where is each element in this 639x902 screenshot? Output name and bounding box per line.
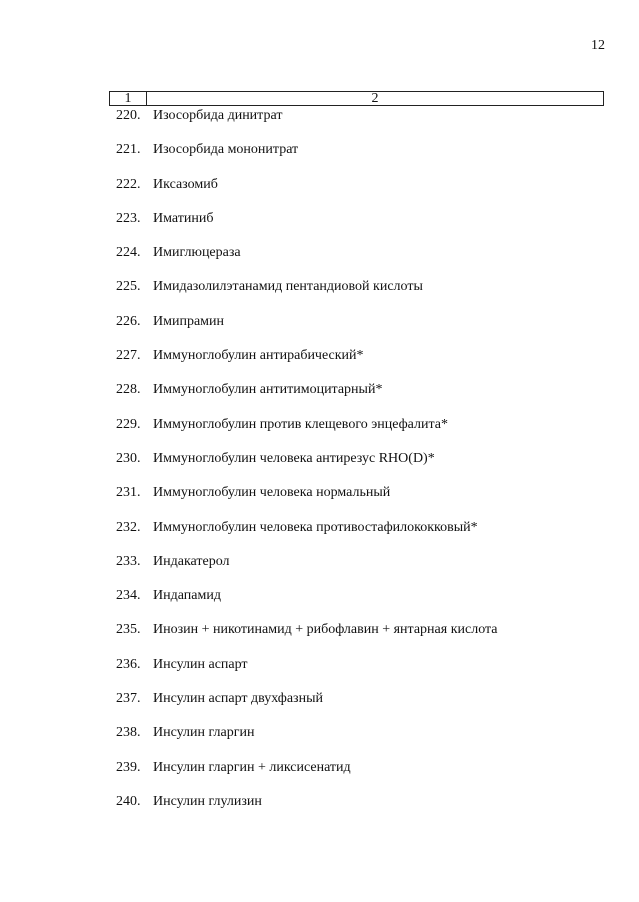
- list-item: [116, 656, 498, 690]
- item-name: Изосорбида мононитрат: [153, 142, 299, 158]
- item-number: 235.: [116, 622, 141, 638]
- item-name: Индапамид: [153, 588, 221, 604]
- list-item: [116, 176, 498, 210]
- list-item: [116, 416, 498, 450]
- list-item: [116, 141, 498, 175]
- item-number: 226.: [116, 313, 141, 329]
- item-number: 221.: [116, 142, 141, 158]
- item-number: 220.: [116, 108, 141, 123]
- item-name: Иммуноглобулин антирабический*: [153, 348, 364, 364]
- item-number: 223.: [116, 210, 141, 226]
- item-name: Инсулин аспарт: [153, 656, 248, 672]
- list-item: [116, 690, 498, 724]
- list-item: [116, 450, 498, 484]
- list-item: [116, 621, 498, 655]
- item-number: 240.: [116, 793, 141, 809]
- list-item: [116, 107, 498, 141]
- list-item: [116, 553, 498, 587]
- table-header-column-1: 1: [110, 92, 147, 105]
- item-number: 237.: [116, 691, 141, 707]
- item-number: 238.: [116, 725, 141, 741]
- item-name: Инсулин аспарт двухфазный: [153, 691, 323, 707]
- item-name: Инозин + никотинамид + рибофлавин + янтарная кислота: [153, 622, 498, 638]
- item-number: 228.: [116, 382, 141, 398]
- item-name: Иксазомиб: [153, 176, 218, 192]
- item-name: Имидазолилэтанамид пентандиовой кислоты: [153, 279, 423, 295]
- item-number: 225.: [116, 279, 141, 295]
- list-item: [116, 484, 498, 518]
- list-item: [116, 244, 498, 278]
- item-number: 236.: [116, 656, 141, 672]
- list-item: [116, 759, 498, 793]
- item-name: Имипрамин: [153, 313, 225, 329]
- item-name: Инсулин гларгин: [153, 725, 255, 741]
- item-name: Инсулин гларгин + ликсисенатид: [153, 759, 351, 775]
- list-item: [116, 313, 498, 347]
- item-number: 231.: [116, 485, 141, 501]
- item-number: 233.: [116, 553, 141, 569]
- list-item: [116, 724, 498, 758]
- item-number: 227.: [116, 348, 141, 364]
- item-name: Иммуноглобулин человека нормальный: [153, 485, 391, 501]
- list-item: [116, 793, 498, 827]
- item-name: Индакатерол: [153, 553, 230, 569]
- item-number: 232.: [116, 519, 141, 535]
- item-name: Иммуноглобулин против клещевого энцефалита*: [153, 416, 448, 432]
- item-name: Имиглюцераза: [153, 245, 241, 261]
- list-item: [116, 587, 498, 621]
- table-header-column-2: 2: [371, 91, 379, 106]
- table-header: [109, 91, 604, 106]
- item-name: Иммуноглобулин человека антирезус RHO(D)*: [153, 450, 435, 466]
- item-number: 229.: [116, 416, 141, 432]
- item-number: 222.: [116, 176, 141, 192]
- item-number: 234.: [116, 588, 141, 604]
- drug-list: [116, 107, 498, 827]
- list-item: [116, 210, 498, 244]
- list-item: [116, 278, 498, 312]
- list-item: [116, 347, 498, 381]
- item-name: Инсулин глулизин: [153, 793, 262, 809]
- item-name: Иммуноглобулин антитимоцитарный*: [153, 382, 383, 398]
- item-number: 239.: [116, 759, 141, 775]
- item-number: 224.: [116, 245, 141, 261]
- list-item: [116, 381, 498, 415]
- item-number: 230.: [116, 450, 141, 466]
- item-name: Иматиниб: [153, 210, 214, 226]
- item-name: Изосорбида динитрат: [153, 108, 283, 123]
- page-number: 12: [591, 38, 605, 53]
- list-item: [116, 519, 498, 553]
- item-name: Иммуноглобулин человека противостафилококковый*: [153, 519, 478, 535]
